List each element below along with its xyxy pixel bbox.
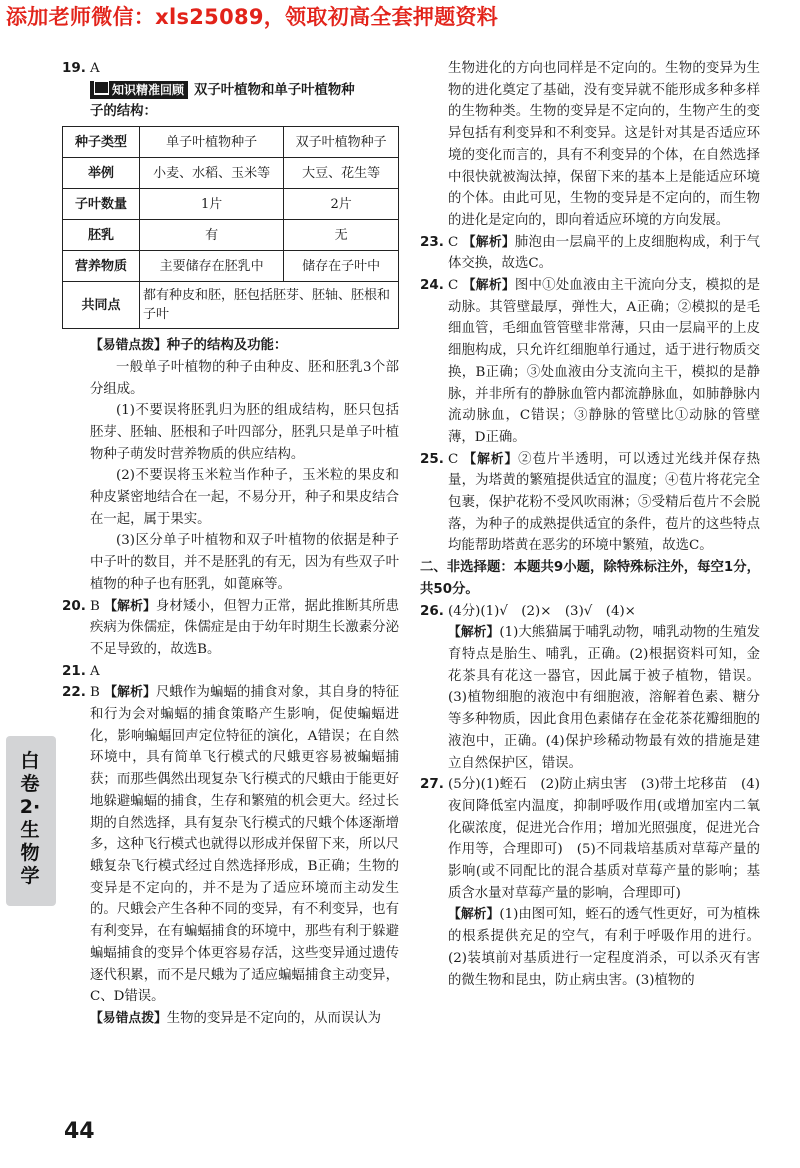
table-cell: 子叶数量	[63, 189, 140, 220]
answer: A	[90, 61, 100, 76]
analysis-text: (1)由图可知，蛭石的透气性更好，可为植株的根系提供充足的空气，有利于呼吸作用的进行。(2)装填前对基质进行一定程度消杀，可以杀灭有害的微生物和昆虫，防止病虫害。(3)植物的	[448, 907, 761, 988]
answer: (4分)(1)√ (2)× (3)√ (4)×	[448, 603, 636, 619]
hint-tag: 【易错点拨】	[90, 338, 167, 354]
table-cell: 小麦、水稻、玉米等	[140, 158, 284, 189]
question-22	[62, 682, 399, 1029]
hint-tag: 【易错点拨】	[90, 1010, 167, 1026]
question-27	[420, 774, 760, 991]
question-number: 26.	[420, 602, 444, 619]
left-column	[62, 58, 399, 1030]
analysis-tag: 【解析】	[104, 598, 156, 614]
table-cell: 储存在子叶中	[284, 251, 399, 282]
table-row	[63, 158, 399, 189]
hint-text: 生物的变异是不定向的，从而误认为	[166, 1010, 382, 1026]
table-row	[63, 220, 399, 251]
book-icon	[94, 81, 109, 95]
hint-paragraph: (1)不要误将胚乳归为胚的组成结构，胚只包括胚芽、胚轴、胚根和子叶四部分，胚乳只是单子叶植物种子萌发时营养物质的供应结构。	[90, 403, 399, 462]
analysis-text: 肺泡由一层扁平的上皮细胞构成，利于气体交换，故选C。	[448, 234, 761, 272]
hint-paragraph: (2)不要误将玉米粒当作种子，玉米粒的果皮和种皮紧密地结合在一起，不易分开，种子和果皮结合在一起，属于果实。	[90, 468, 399, 527]
question-25	[420, 449, 760, 558]
table-cell: 营养物质	[63, 251, 140, 282]
question-number: 20.	[62, 597, 86, 614]
analysis-text: 图中①处血液由主干流向分支，模拟的是动脉。其管壁最厚，弹性大，A正确；②模拟的是毛细血管，毛细血管管壁非常薄，只由一层扁平的上皮细胞构成，只允许红细胞单行通过，适于进行物质交换，B正确；③处血液由分支流向主干，模拟的是静脉，并非所有的静脉血管内都流静脉血，如肺静脉内流动脉血，C错误；③静脉的管壁比①动脉的管壁薄，D正确。	[448, 278, 761, 445]
analysis-tag: 【解析】	[104, 685, 156, 701]
analysis-tag: 【解析】	[462, 278, 515, 294]
question-19	[62, 58, 399, 80]
answer: C	[448, 234, 459, 250]
analysis-tag: 【解析】	[448, 625, 500, 641]
answer: B	[90, 598, 100, 614]
knowledge-box	[62, 80, 399, 123]
table-cell: 主要储存在胚乳中	[140, 251, 284, 282]
analysis-text: 尺蛾作为蝙蝠的捕食对象，其自身的特征和行为会对蝙蝠的捕食策略产生影响，促使蝙蝠进化，影响蝙蝠回声定位特征的演化，A错误；在自然环境中，具有简单飞行模式的尺蛾更容易被蝙蝠捕获；而那些偶然出现复杂飞行模式的尺蛾由于能更好地躲避蝙蝠的捕食，生存和繁殖的机会更大。经过长期的自然选择，具有复杂飞行模式的尺蛾个体逐渐增多，这种飞行模式也就得以形成并保留下来，所以尺蛾复杂飞行模式经过自然选择形成，B正确；生物的变异是不定向的，并不是为了适应环境而主动发生的。尺蛾会产生各种不同的变异，有不利变异，也有有利变异，在有蝙蝠捕食的环境中，那些有利于躲避蝙蝠捕食的变异个体更容易存活，这些变异通过遗传逐代积累，而不是尺蛾为了适应蝙蝠捕食主动变异，C、D错误。	[90, 685, 400, 1005]
question-number: 19.	[62, 60, 86, 76]
table-header-row	[63, 127, 399, 158]
analysis-text: 身材矮小，但智力正常，据此推断其所患疾病为侏儒症，侏儒症是由于幼年时期生长激素分泌不足导致的，故选B。	[90, 598, 400, 657]
question-number: 22.	[62, 684, 86, 701]
hint-continuation-text: 生物进化的方向也同样是不定向的。生物的变异为生物的进化奠定了基础，没有变异就不能形成多种多样的生物种类。生物的变异是不定向的，生物产生的变异包括有利变异和不利变异。这是针对其是否适应环境的变化而言的，具有不利变异的个体，在自然选择中很快就被淘汰掉，保留下来的基本上是能适应环境的个体。由此可见，生物的变异是不定向的，而生物的进化是定向的，即向着适应环境的方向发展。	[448, 61, 760, 228]
table-cell: 单子叶植物种子	[140, 127, 284, 158]
seed-structure-table	[62, 126, 399, 329]
table-cell: 2片	[284, 189, 399, 220]
question-26	[420, 601, 760, 775]
page-number: 44	[64, 1119, 95, 1144]
answer: A	[90, 663, 100, 679]
table-cell: 1片	[140, 189, 284, 220]
analysis-tag: 【解析】	[462, 234, 515, 250]
question-20	[62, 596, 399, 661]
question-23	[420, 232, 760, 275]
question-number: 27.	[420, 776, 444, 793]
answer: B	[90, 685, 100, 701]
table-cell: 双子叶植物种子	[284, 127, 399, 158]
analysis-text: ②苞片半透明，可以透过光线并保存热量，为塔黄的繁殖提供适宜的温度；④苞片将花完全包裹，保护花粉不受风吹雨淋；⑤受精后苞片不会脱落，为种子的成熟提供适宜的条件，苞片的这些特点均能帮助塔黄在恶劣的环境中繁殖，故选C。	[448, 451, 761, 554]
answer: C	[448, 278, 459, 294]
analysis-tag: 【解析】	[448, 907, 500, 923]
question-number: 23.	[420, 233, 444, 250]
table-cell: 无	[284, 220, 399, 251]
analysis-text: (1)大熊猫属于哺乳动物，哺乳动物的生殖发育特点是胎生、哺乳，正确。(2)根据资料可知，金花茶具有花这一器官，因此属于被子植物，错误。(3)植物细胞的液泡中有细胞液，溶解着色素、糖分等多种物质，因此食用色素储存在金花茶花瓣细胞的液泡中，正确。(4)保护珍稀动物最有效的措施是建立自然保护区，错误。	[448, 625, 761, 771]
question-number: 24.	[420, 277, 444, 294]
error-hint-1	[62, 335, 399, 595]
table-cell: 共同点	[63, 282, 140, 329]
table-row	[63, 282, 399, 329]
box-heading: 双子叶植物和单子叶植物种	[194, 82, 355, 98]
knowledge-review-badge: 知识精准回顾	[90, 81, 188, 99]
table-cell: 有	[140, 220, 284, 251]
question-21	[62, 661, 399, 683]
question-number: 21.	[62, 662, 86, 679]
table-row	[63, 251, 399, 282]
table-row	[63, 189, 399, 220]
table-cell: 大豆、花生等	[284, 158, 399, 189]
hint-continuation	[420, 58, 760, 232]
question-24	[420, 275, 760, 449]
table-cell: 胚乳	[63, 220, 140, 251]
hint-title: 种子的结构及功能：	[166, 338, 288, 354]
hint-paragraph: 一般单子叶植物的种子由种皮、胚和胚乳3个部分组成。	[90, 359, 399, 397]
answer: C	[448, 451, 459, 467]
section-heading: 二、非选择题：本题共9小题，除特殊标注外，每空1分，共50分。	[420, 560, 761, 597]
hint-paragraph: (3)区分单子叶植物和双子叶植物的依据是种子中子叶的数目，并不是胚乳的有无，因为有些双子叶植物的种子也有胚乳，如蓖麻等。	[90, 533, 399, 592]
question-number: 25.	[420, 450, 444, 467]
sidebar-label: 白卷2·生物学	[19, 750, 41, 887]
box-heading-cont: 子的结构：	[90, 104, 157, 120]
table-cell: 种子类型	[63, 127, 140, 158]
table-cell: 都有种皮和胚，胚包括胚芽、胚轴、胚根和子叶	[140, 282, 399, 329]
right-column	[420, 58, 760, 991]
analysis-tag: 【解析】	[463, 451, 519, 467]
promo-banner: 添加老师微信：xls25089，领取初高全套押题资料	[6, 5, 499, 29]
answer: (5分)(1)蛭石 (2)防止病虫害 (3)带土坨移苗 (4)夜间降低室内温度，抑制呼吸作用(或增加室内二氧化碳浓度，促进光合作用；增加光照强度，促进光合作用等，合理即可) (5)不同栽培基质对草莓产量的影响(或不同配比的混合基质对草莓产量的影响；基质含水量对草莓产量的影响，合理即可)	[448, 777, 760, 901]
table-cell: 举例	[63, 158, 140, 189]
